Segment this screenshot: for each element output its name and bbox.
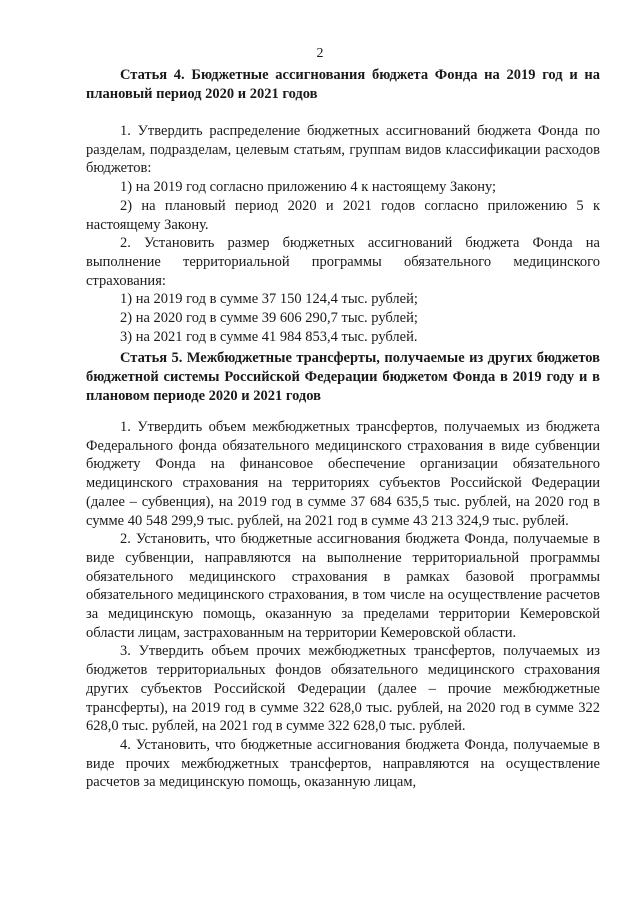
- article-4-paragraph-1: 1. Утвердить распределение бюджетных ассигнований бюджета Фонда по разделам, подразделам, целевым статьям, группам видов классификации расходов бюджетов:: [86, 123, 600, 177]
- article-5-heading: Статья 5. Межбюджетные трансферты, получаемые из других бюджетов бюджетной системы Российской Федерации бюджетом Фонда в 2019 году и в плановом периоде 2020 и 2021 годов: [86, 350, 600, 404]
- article-4-p2-item-1: 1) на 2019 год в сумме 37 150 124,4 тыс. рублей;: [120, 291, 418, 308]
- article-4-p1-item-1: 1) на 2019 год согласно приложению 4 к настоящему Закону;: [120, 179, 497, 196]
- article-5-paragraph-3: 3. Утвердить объем прочих межбюджетных трансфертов, получаемых из бюджетов территориальных фондов обязательного медицинского страхования других субъектов Российской Федерации (далее – прочие межбюджетные трансферты), на 2019 год в сумме 322 628,0 тыс. рублей, на 2020 год в сумме 322 628,0 тыс. рублей, на 2021 год в сумме 322 628,0 тыс. рублей.: [86, 643, 600, 735]
- article-4-heading: Статья 4. Бюджетные ассигнования бюджета Фонда на 2019 год и на плановый период 2020 и 2021 годов: [86, 67, 600, 102]
- article-4-body: [86, 122, 600, 346]
- article-5-paragraph-4: 4. Установить, что бюджетные ассигнования бюджета Фонда, получаемые в виде прочих межбюджетных трансфертов, направляются на осуществление расчетов за медицинскую помощь, оказанную лицам,: [86, 736, 600, 791]
- article-4-p1-item-2: 2) на плановый период 2020 и 2021 годов согласно приложению 5 к настоящему Закону.: [86, 197, 600, 233]
- page-number: 2: [316, 46, 324, 61]
- article-5-paragraph-1: 1. Утвердить объем межбюджетных трансфертов, получаемых из бюджета Федерального фонда обязательного медицинского страхования в виде субвенции бюджету Фонда на финансовое обеспечение организации обязательного медицинского страхования на территориях субъектов Российской Федерации (далее – субвенция), на 2019 год в сумме 37 684 635,5 тыс. рублей, на 2020 год в сумме 40 548 299,9 тыс. рублей, на 2021 год в сумме 43 213 324,9 тыс. рублей.: [86, 419, 600, 529]
- article-5-body: [86, 418, 600, 792]
- article-4-paragraph-2: 2. Установить размер бюджетных ассигнований бюджета Фонда на выполнение территориальной программы обязательного медицинского страхования:: [86, 235, 600, 289]
- article-5-paragraph-2: 2. Установить, что бюджетные ассигнования бюджета Фонда, получаемые в виде субвенции, направляются на выполнение территориальной программы обязательного медицинского страхования в рамках базовой программы обязательного медицинского страхования, в том числе на осуществление расчетов за медицинскую помощь, оказанную за пределами территории Кемеровской области лицам, застрахованным на территории Кемеровской области.: [86, 531, 600, 641]
- article-4-p2-item-2: 2) на 2020 год в сумме 39 606 290,7 тыс. рублей;: [120, 310, 418, 327]
- article-4-p2-item-3: 3) на 2021 год в сумме 41 984 853,4 тыс. рублей.: [120, 328, 418, 345]
